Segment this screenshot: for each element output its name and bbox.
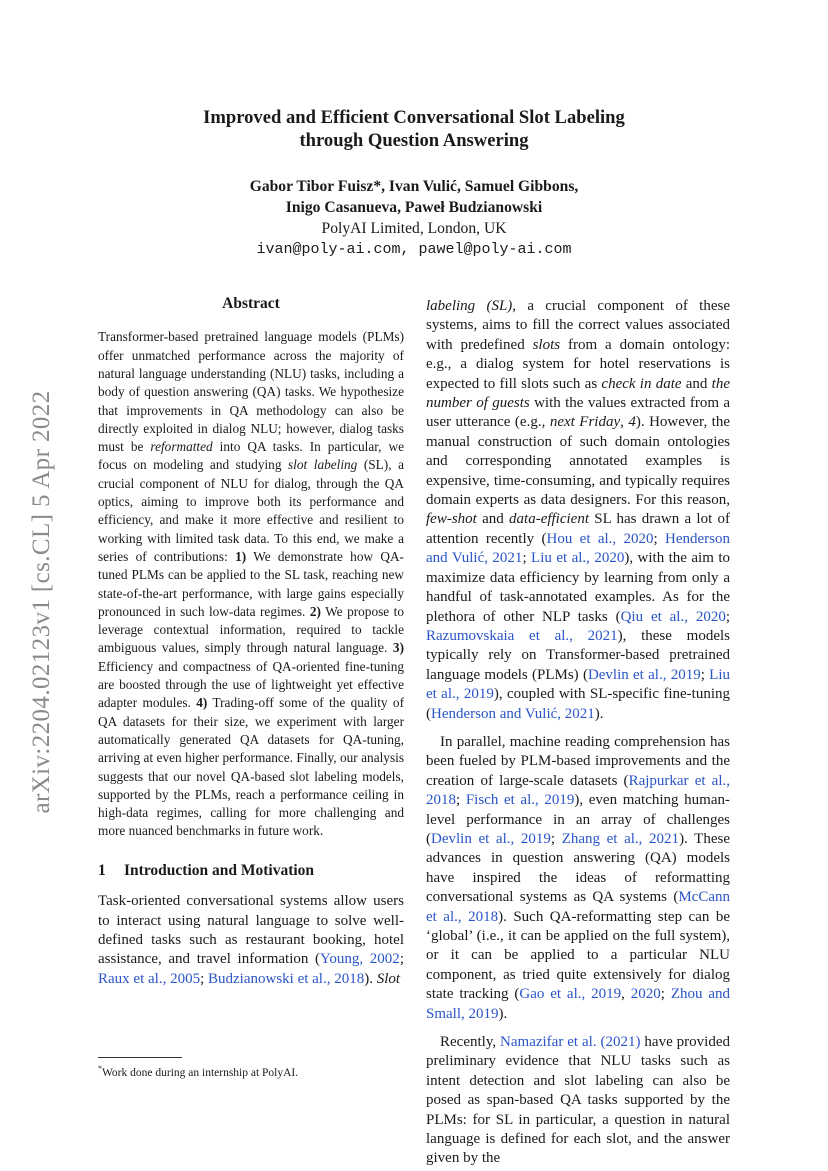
author-block (100, 176, 728, 260)
abstract-text: Transformer-based pretrained language models (PLMs) offer unmatched performance across the majority of natural language understanding (NLU) tasks, including a body of question answering (QA) tasks. We hypothesize that improvements in QA methodology can also be directly exploited in dialog NLU; however, dialog tasks must be reformatted into QA tasks. In particular, we focus on modeling and studying slot labeling (SL), a crucial component of NLU for dialog, through the QA optics, aiming to improve both its performance and efficiency, and make it more effective and resilient to working with limited task data. To this end, we make a series of contributions: 1) We demonstrate how QA-tuned PLMs can be applied to the SL task, reaching new state-of-the-art performance, with large gains especially pronounced in such low-data regimes. 2) We propose to leverage contextual information, required to tackle ambiguous values, simply through natural language. 3) Efficiency and compactness of QA-oriented fine-tuning are boosted through the use of lightweight yet effective adapter modules. 4) Trading-off some of the quality of QA datasets for their size, we experiment with larger automatically generated QA datasets for QA-tuning, arriving at even higher performance. Finally, our analysis suggests that our novel QA-based slot labeling models, supported by the PLMs, reach a performance ceiling in high-data regimes, calling for more challenging and more nuanced benchmarks in future work. (98, 329, 405, 839)
footnote-text: Work done during an internship at PolyAI. (102, 1066, 299, 1079)
citation-link[interactable]: Zhou and Small, 2019 (426, 986, 731, 1022)
citation-link[interactable]: Henderson and Vulić, 2021 (426, 530, 730, 567)
section-heading-introduction (98, 861, 404, 880)
authors-line-1: Gabor Tibor Fuisz*, Ivan Vulić, Samuel Gibbons, (249, 178, 579, 195)
left-column (98, 294, 404, 989)
footnote-rule (98, 1057, 182, 1058)
footnote (98, 1062, 404, 1080)
citation-link[interactable]: 2020 (630, 986, 661, 1003)
citation-link[interactable]: Namazifar et al. (2021) (500, 1034, 641, 1051)
citation-link[interactable]: Razumovskaia et al., 2021 (426, 627, 618, 644)
intro-paragraph-3: Recently, Namazifar et al. (2021) have provided preliminary evidence that NLU tasks such as intent detection and slot labeling can also be posed as span-based QA tasks supported by the PLMs: for SL in particular, a question in natural language is defined for each slot, and the answer given by the (426, 1034, 730, 1167)
right-column (426, 297, 730, 1169)
arxiv-sidebar (4, 352, 80, 852)
citation-link[interactable]: Raux et al., 2005 (98, 970, 201, 987)
affiliation: PolyAI Limited, London, UK (321, 220, 507, 237)
citation-link[interactable]: Zhang et al., 2021 (561, 830, 680, 847)
author-emails: ivan@poly-ai.com, pawel@poly-ai.com (256, 241, 572, 258)
intro-paragraph-1: Task-oriented conversational systems allow users to interact using natural language to solve well-defined tasks such as restaurant booking, hotel assistance, and travel information (Young, 2002; Raux et al., 2005; Budzianowski et al., 2018). Slot (98, 893, 404, 987)
citation-link[interactable]: Gao et al., 2019 (519, 986, 622, 1003)
abstract-heading: Abstract (222, 295, 280, 312)
citation-link[interactable]: Budzianowski et al., 2018 (208, 970, 365, 987)
citation-link[interactable]: Liu et al., 2020 (531, 550, 625, 567)
citation-link[interactable]: Liu et al., 2019 (426, 666, 730, 703)
citation-link[interactable]: Henderson and Vulić, 2021 (431, 705, 595, 722)
citation-link[interactable]: Rajpurkar et al., 2018 (426, 772, 730, 809)
title-line-2: through Question Answering (299, 130, 529, 151)
title-line-1: Improved and Efficient Conversational Slot Labeling (203, 107, 625, 128)
citation-link[interactable]: Qiu et al., 2020 (620, 608, 726, 625)
arxiv-identifier: arXiv:2204.02123v1 [cs.CL] 5 Apr 2022 (28, 390, 55, 814)
section-number: 1 (98, 861, 106, 879)
citation-link[interactable]: Fisch et al., 2019 (465, 792, 575, 809)
intro-paragraph-2: In parallel, machine reading comprehension has been fueled by PLM-based improvements and the creation of large-scale datasets (Rajpurkar et al., 2018; Fisch et al., 2019), even matching human-level performance in an array of challenges (Devlin et al., 2019; Zhang et al., 2021). These advances in question answering (QA) models have inspired the ideas of reformatting conversational systems as QA systems (McCann et al., 2018). Such QA-reformatting step can be ‘global’ (i.e., it can be applied on the full system), or it can be applied to a particular NLU component, as tried quite extensively for dialog state tracking (Gao et al., 2019, 2020; Zhou and Small, 2019). (426, 733, 731, 1022)
section-title: Introduction and Motivation (124, 861, 315, 879)
citation-link[interactable]: Devlin et al., 2019 (587, 666, 701, 683)
footnote-mark: * (98, 1064, 102, 1073)
citation-link[interactable]: McCann et al., 2018 (426, 889, 730, 925)
citation-link[interactable]: Devlin et al., 2019 (431, 830, 551, 847)
authors-line-2: Inigo Casanueva, Paweł Budzianowski (285, 199, 543, 216)
citation-link[interactable]: Young, 2002 (320, 951, 400, 968)
intro-paragraph-1-cont: labeling (SL), a crucial component of these systems, aims to fill the correct values associated with predefined slots from a domain ontology: e.g., a dialog system for hotel reservations is expected to fill slots such as check in date and the number of guests with the values extracted from a user utterance (e.g., next Friday, 4). However, the manual construction of such domain ontologies and corresponding annotated examples is expensive, time-consuming, and typically requires domain experts as data designers. For this reason, few-shot and data-efficient SL has drawn a lot of attention recently (Hou et al., 2020; Henderson and Vulić, 2021; Liu et al., 2020), with the aim to maximize data efficiency by learning from only a handful of task-annotated examples. As for the plethora of other NLP tasks (Qiu et al., 2020; Razumovskaia et al., 2021), these models typically rely on Transformer-based pretrained language models (PLMs) (Devlin et al., 2019; Liu et al., 2019), coupled with SL-specific fine-tuning (Henderson and Vulić, 2021). (426, 298, 731, 722)
paper-title (100, 106, 728, 152)
citation-link[interactable]: Hou et al., 2020 (546, 530, 654, 547)
